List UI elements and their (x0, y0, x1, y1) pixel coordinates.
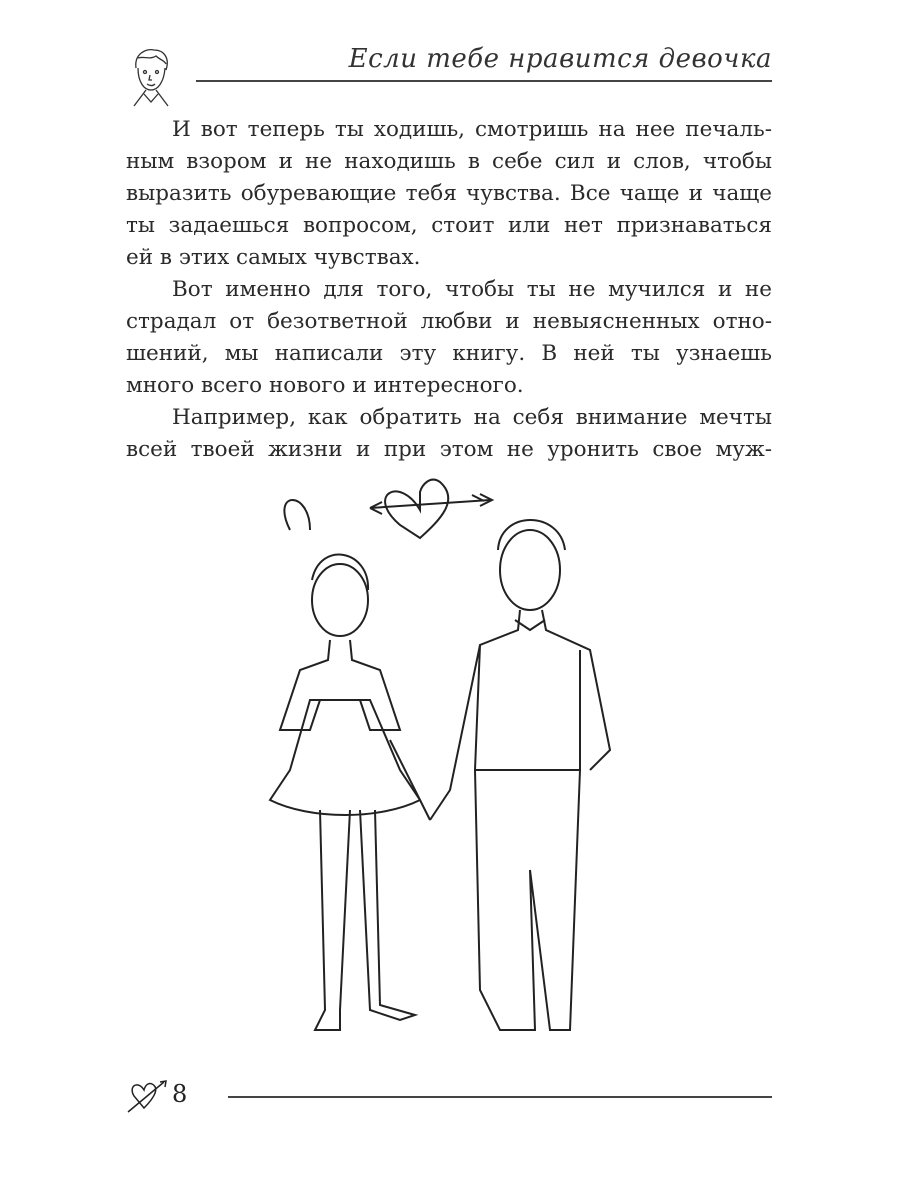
text-line: ты задаешься вопросом, стоит или нет признаваться (126, 213, 772, 238)
text-line: Вот именно для того, чтобы ты не мучился и не (172, 277, 772, 302)
text-line: страдал от безответной любви и невыясненных отно- (126, 309, 772, 334)
text-line: Например, как обратить на себя внимание мечты (172, 405, 772, 430)
footer-rule (228, 1096, 772, 1098)
text-line: всей твоей жизни и при этом не уронить свое муж- (126, 437, 772, 462)
heart-arrow-icon (124, 1080, 168, 1114)
text-line: ным взором и не находишь в себе сил и слов, чтобы (126, 149, 772, 174)
couple-illustration (250, 470, 650, 1070)
text-line: И вот теперь ты ходишь, смотришь на нее печаль- (172, 117, 772, 142)
page-number: 8 (172, 1080, 188, 1108)
heart-arrow-icon (370, 480, 492, 538)
body-text (126, 114, 772, 466)
text-line: выразить обуревающие тебя чувства. Все чаще и чаще (126, 181, 772, 206)
text-line: шений, мы написали эту книгу. В ней ты узнаешь (126, 341, 772, 366)
boy-portrait-icon (126, 46, 176, 108)
girl-figure (270, 500, 430, 1030)
running-title: Если тебе нравится девочка (348, 44, 772, 74)
boy-figure (430, 520, 610, 1030)
header-rule (196, 80, 772, 82)
text-line: ей в этих самых чувствах. (126, 245, 421, 270)
text-line: много всего нового и интересного. (126, 373, 524, 398)
